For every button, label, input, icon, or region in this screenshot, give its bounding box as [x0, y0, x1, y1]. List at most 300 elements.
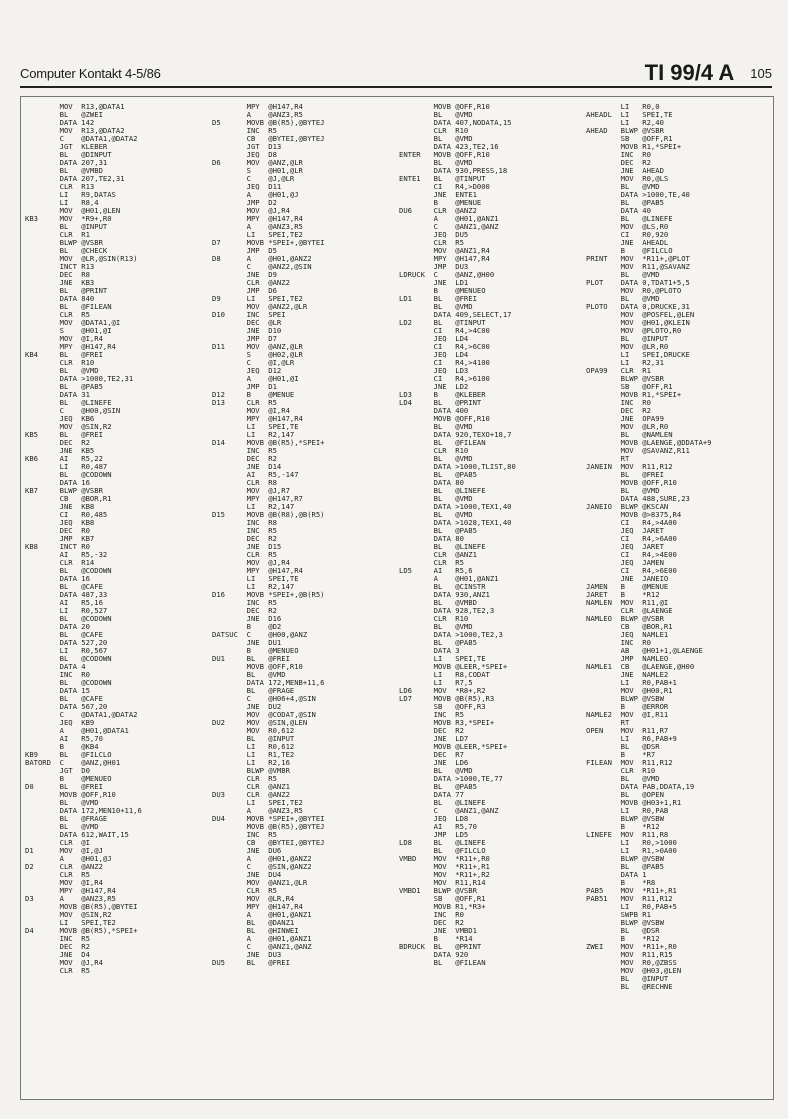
code-line: CLR R10 — [586, 767, 656, 775]
code-line: BL @VMD — [586, 271, 660, 279]
code-line: LI R0,487 — [25, 463, 108, 471]
code-line: INC R5 — [212, 447, 277, 455]
code-line: DEC R2 — [399, 919, 464, 927]
code-line: BLWP @VSBR — [586, 375, 664, 383]
code-line: MOVB @>8375,R4 — [586, 511, 682, 519]
code-line: C @DATA1,@DATA2 — [25, 135, 138, 143]
code-line: DEC R2 — [212, 607, 277, 615]
code-line: KB3 MOV *R9+,R0 — [25, 215, 112, 223]
code-line: BL @LINEFE — [399, 799, 486, 807]
code-line: DATA 207,TE2,31 — [25, 175, 125, 183]
code-line: DATA 16 — [25, 479, 90, 487]
code-line: LI SPEI,TE — [212, 423, 299, 431]
code-line: B @MENUE — [399, 199, 482, 207]
code-line: DATA >1000,TEX1,40 — [399, 503, 512, 511]
code-line: LI R6,PAB+9 — [586, 735, 677, 743]
listing-column-3 — [399, 103, 587, 1095]
code-line: JNE VMBD1 — [399, 927, 477, 935]
code-line: CLR @ANZ1 — [399, 551, 477, 559]
code-line: CI R4,>4A00 — [586, 519, 677, 527]
code-line: MOV @POSFEL,@LEN — [586, 311, 695, 319]
code-line: JMP KB7 — [25, 535, 95, 543]
code-line: MOVB @LEER,*SPEI+ — [399, 663, 508, 671]
code-line: A @H01,@ANZ1 — [212, 911, 312, 919]
code-line: JNE KB5 — [25, 447, 95, 455]
code-line: CLR R5 — [25, 871, 90, 879]
code-line: B @MENUEO — [25, 775, 112, 783]
code-line: DATA 409,SELECT,17 — [399, 311, 512, 319]
code-line: BL @CAFE — [25, 695, 103, 703]
code-line: JNE KB8 — [25, 503, 95, 511]
code-line: BL @VMD — [25, 799, 99, 807]
code-line: MOV @CODAT,@SIN — [212, 711, 316, 719]
code-line: A @H01,@ANZ1 — [212, 935, 312, 943]
code-line: CLR R10 — [25, 359, 95, 367]
code-line: LI R0,PAB+5 — [586, 903, 677, 911]
code-line: CLR @ANZ2 — [212, 279, 290, 287]
code-line: LI R0,>1000 — [586, 839, 677, 847]
code-line: MPY @H147,R4 — [212, 103, 303, 111]
code-line: MOV @I,R4 — [212, 407, 290, 415]
code-line: KB8 INCT R0 — [25, 543, 90, 551]
code-line: KB4 BL @FREI — [25, 351, 103, 359]
code-line: JNE JANEIO — [586, 575, 669, 583]
code-line: BL @CAFE — [25, 583, 103, 591]
code-line: A @H01,@DATA1 — [25, 727, 129, 735]
code-line: LI R1,>0A00 — [586, 847, 677, 855]
code-line: JNE KB3 — [25, 279, 95, 287]
code-line: DATA 920 — [399, 951, 469, 959]
code-line: CI R4,>4100 — [399, 359, 490, 367]
code-line: DATA 20 — [25, 623, 90, 631]
section-title: TI 99/4 A — [644, 60, 735, 85]
code-line: DU6 CLR @ANZ2 — [399, 207, 477, 215]
code-line: LI R0,612 — [212, 743, 295, 751]
code-line: D9 LI SPEI,TE2 — [212, 295, 303, 303]
page-number: 105 — [750, 66, 772, 81]
code-line: MOVB R1,*SPEI+ — [586, 391, 682, 399]
code-line: DATA 77 — [399, 791, 464, 799]
code-line: LD6 MOV *R8+,R2 — [399, 687, 486, 695]
page-header — [20, 60, 772, 86]
code-line: CI R4,>6100 — [399, 375, 490, 383]
code-line: CLR R5 — [212, 775, 277, 783]
code-line: LD2 BL @TINPUT — [399, 319, 486, 327]
code-line: ENTER MOVB @OFF,R10 — [399, 151, 490, 159]
code-line: D13 CLR R5 — [212, 399, 277, 407]
code-line: JNE DU1 — [212, 639, 282, 647]
code-line: JEQ LD4 — [399, 351, 469, 359]
code-line: MOVB R1,*SPEI+ — [586, 143, 682, 151]
code-line: LD1 BL @FREI — [399, 295, 477, 303]
code-line: BL @DANZ1 — [212, 919, 295, 927]
code-line: DATA 407,NODATA,15 — [399, 119, 512, 127]
code-line: DEC R7 — [399, 751, 464, 759]
code-line: MOV *R11+,R2 — [399, 871, 490, 879]
code-line: CLR R10 — [399, 615, 469, 623]
code-line: JEQ LD3 — [399, 367, 469, 375]
code-line: CLR R1 — [25, 231, 90, 239]
code-line: B @D2 — [212, 623, 282, 631]
code-line: BL @VMD — [399, 303, 473, 311]
code-line: KB7 BLWP @VSBR — [25, 487, 103, 495]
code-line: SWPB R1 — [586, 911, 651, 919]
code-line: MOV R0,612 — [212, 727, 295, 735]
code-line: DEC R2 — [399, 727, 464, 735]
code-line: INC R0 — [586, 151, 651, 159]
code-line: SB @OFF,R1 — [399, 895, 486, 903]
code-line: ZWEI MOV *R11+,R0 — [586, 943, 677, 951]
code-line: CI R4,>6E00 — [586, 567, 677, 575]
code-line: DATA 423,TE2,16 — [399, 143, 499, 151]
code-line: JNE LD7 — [399, 735, 469, 743]
code-line: VMBD1 BLWP @VSBR — [399, 887, 477, 895]
code-line: JEQ KB8 — [25, 519, 95, 527]
code-line: JMP LD5 — [399, 831, 469, 839]
code-line: BLWP @VSBW — [586, 815, 664, 823]
code-line: BL @VMD — [212, 671, 286, 679]
code-line: LI R7,5 — [399, 679, 473, 687]
code-line: DATA 487,33 — [25, 591, 108, 599]
code-line: D7 MOVB *SPEI+,@BYTEI — [212, 239, 325, 247]
code-line: MOV R11,R14 — [399, 879, 486, 887]
code-line: BL @INPUT — [586, 335, 669, 343]
code-line: BL @VMD — [399, 767, 473, 775]
code-line: C @SIN,@ANZ2 — [212, 863, 312, 871]
code-line: JMP NAMLEO — [586, 655, 669, 663]
code-line: BL @INPUT — [212, 735, 295, 743]
code-line: DEC @LR — [212, 319, 282, 327]
code-line: MOV @H01,@LEN — [25, 207, 121, 215]
code-line: BL @CODOWN — [25, 655, 112, 663]
code-line: LI R0,567 — [25, 647, 108, 655]
code-line: PAB51 MOV R11,R12 — [586, 895, 673, 903]
code-line: MOV R13,@DATA2 — [25, 127, 125, 135]
code-line: DATA >1000,TE2,3 — [399, 631, 503, 639]
code-line: NAMLEN MOV R11,@I — [586, 599, 669, 607]
code-line: BL @ZWEI — [25, 111, 103, 119]
code-line: DATA 40 — [586, 207, 651, 215]
code-line: LD5 AI R5,6 — [399, 567, 473, 575]
code-line: JNE LD1 — [399, 279, 469, 287]
code-line: B @MENUEO — [399, 287, 486, 295]
code-line: B @FILCLO — [586, 247, 673, 255]
code-line: BL @NAMLEN — [586, 431, 673, 439]
code-line: DU5 BL @FREI — [212, 959, 290, 967]
code-line: DATA 930,PRESS,18 — [399, 167, 508, 175]
code-line: LI SPEI,TE — [212, 575, 299, 583]
code-line: BL @CODOWN — [25, 679, 112, 687]
code-line: MOV R11,@SAVANZ — [586, 263, 690, 271]
code-line: MOV @SIN,R2 — [25, 911, 112, 919]
code-line: BLWP @VSBR — [25, 239, 103, 247]
code-line: BL @VMD — [399, 159, 473, 167]
code-line: CLR R10 — [399, 127, 469, 135]
code-line: A @H01,@J — [212, 191, 299, 199]
code-line: AI R5,70 — [25, 735, 103, 743]
code-line: JNE OPA99 — [586, 415, 664, 423]
code-line: PLOT DATA 0,TDAT1+5,5 — [586, 279, 690, 287]
code-line: MOV @J,R7 — [212, 487, 290, 495]
code-line: SB @OFF,R1 — [586, 383, 673, 391]
code-line: INC R0 — [25, 671, 90, 679]
code-line: INC R5 — [399, 711, 464, 719]
code-line: D8 A @H01,@ANZ2 — [212, 255, 312, 263]
code-line: BL @VMD — [399, 423, 473, 431]
code-line: BL @LINEFE — [586, 215, 673, 223]
code-line: B *R7 — [586, 751, 656, 759]
code-line: MOVB @OFF,R10 — [399, 415, 490, 423]
code-line: MOV R13,@DATA1 — [25, 103, 125, 111]
code-line: B @MENUEO — [212, 647, 299, 655]
code-line: JNE D9 — [212, 271, 277, 279]
code-line: INCT R13 — [25, 263, 95, 271]
code-line: LD8 BL @LINEFE — [399, 839, 486, 847]
code-line: LI SPEI,DRUCKE — [586, 351, 690, 359]
code-line: JGT D0 — [25, 767, 90, 775]
code-line: BL @PAB5 — [586, 863, 664, 871]
code-line: DATA 400 — [399, 407, 469, 415]
code-line: PRINT MOV *R11+,@PLOT — [586, 255, 690, 263]
listing-column-1 — [25, 103, 213, 1095]
code-line: CI R4,>6C00 — [399, 343, 490, 351]
code-line: JARET B *R12 — [586, 591, 660, 599]
code-line: JMP D2 — [212, 199, 277, 207]
code-line: MOV @LR,R0 — [586, 423, 669, 431]
code-line: C @H00,@SIN — [25, 407, 121, 415]
code-line: INC R5 — [212, 599, 277, 607]
code-line: CB @BYTEI,@BYTEJ — [212, 135, 325, 143]
code-line: LINEFE MOV R11,R8 — [586, 831, 669, 839]
code-line: PLOTO DATA 0,DRUCKE,31 — [586, 303, 690, 311]
code-line: MPY @H147,R4 — [212, 215, 303, 223]
code-line: MOVB @OFF,R10 — [399, 103, 490, 111]
code-line: LDRUCK C @ANZ,@H00 — [399, 271, 495, 279]
code-line: C @ANZ1,@ANZ — [399, 807, 499, 815]
code-line: DU1 BL @FREI — [212, 655, 290, 663]
code-line: BL @VMD — [586, 487, 660, 495]
code-line: C @DATA1,@DATA2 — [25, 711, 138, 719]
code-line: VMBD MOV *R11+,R0 — [399, 855, 490, 863]
code-line: B *R12 — [586, 935, 660, 943]
code-line: A @H01,@ANZ2 — [212, 855, 312, 863]
code-line: KB5 BL @FREI — [25, 431, 103, 439]
code-line: A @H01,@ANZ1 — [399, 215, 499, 223]
code-line: DEC R0 — [25, 527, 90, 535]
code-line: MPY @H147,R4 — [212, 415, 303, 423]
code-line: DATA 31 — [25, 391, 90, 399]
code-line: CLR @LAENGE — [586, 607, 673, 615]
code-line: BL @VMD — [399, 495, 473, 503]
code-line: DATSUC C @H00,@ANZ — [212, 631, 308, 639]
code-line: BL @VMD — [586, 295, 660, 303]
code-line: NAMLEO BLWP @VSBR — [586, 615, 664, 623]
code-line: MOV @I,R4 — [25, 335, 103, 343]
code-line: LI R1,TE2 — [212, 751, 295, 759]
code-line: BL @PAB5 — [399, 783, 477, 791]
code-line: LI R2,147 — [212, 503, 295, 511]
code-line: BL @FRAGE — [212, 687, 295, 695]
code-line: BL @VMD — [586, 183, 660, 191]
code-line: MOV R0,@PLOTO — [586, 287, 682, 295]
code-line: MOV @ANZ2,@LR — [212, 303, 308, 311]
code-line: CLR @I — [25, 839, 90, 847]
code-line: BL @CODOWN — [25, 615, 112, 623]
code-line: DATA 80 — [399, 535, 464, 543]
code-line: MOV @H00,R1 — [586, 687, 673, 695]
code-line: JEQ DU5 — [399, 231, 469, 239]
code-line: LI R2,16 — [212, 759, 290, 767]
code-line: JNE ENTE1 — [399, 191, 477, 199]
code-line: BL @VMD — [399, 111, 473, 119]
code-line: JNE DU3 — [212, 951, 282, 959]
code-line: JNE D16 — [212, 615, 282, 623]
code-line: MOV @J,R4 — [212, 559, 290, 567]
code-line: C @ANZ1,@ANZ — [399, 223, 499, 231]
code-line: CB @BOR,R1 — [25, 495, 112, 503]
code-line: DATA 15 — [25, 687, 90, 695]
code-line: DATA 930,ANZ1 — [399, 591, 490, 599]
code-line: JNE LD2 — [399, 383, 469, 391]
code-line: BL @FILEAN — [399, 439, 486, 447]
code-line: BL @CAFE — [25, 631, 103, 639]
code-line: JGT KLEBER — [25, 143, 108, 151]
code-line: DATA 172,MEN10+11,6 — [25, 807, 142, 815]
code-line: D16 MOVB *SPEI+,@B(R5) — [212, 591, 325, 599]
code-line: MPY @H147,R4 — [212, 903, 303, 911]
code-line: BL @INPUT — [25, 223, 108, 231]
code-line: ENTE1 BL @TINPUT — [399, 175, 486, 183]
code-line: INC R0 — [399, 911, 464, 919]
code-line: MPY @H147,R4 — [25, 343, 116, 351]
code-line: A @ANZ3,R5 — [212, 111, 303, 119]
code-line: CLR R5 — [399, 239, 464, 247]
code-line: DATA >1000,TE,77 — [399, 775, 503, 783]
code-line: JEQ JARET — [586, 527, 664, 535]
code-line: BL @DSR — [586, 743, 660, 751]
code-line: BL @VMD — [399, 511, 473, 519]
code-line: DATA 172,MENB+11,6 — [212, 679, 325, 687]
code-line: CLR R5 — [25, 311, 90, 319]
code-line: MPY @H147,R7 — [212, 495, 303, 503]
code-line: BL @LINEFE — [25, 399, 112, 407]
code-line: JEQ JAMEN — [586, 559, 664, 567]
code-line: DATA 527,20 — [25, 639, 108, 647]
code-line: LI R8,4 — [25, 199, 99, 207]
code-line: CLR R13 — [25, 183, 95, 191]
code-line: DEC R8 — [25, 271, 90, 279]
code-line: A @ANZ3,R5 — [212, 223, 303, 231]
code-line: BL @FILEAN — [25, 303, 112, 311]
code-line: MOV R0,@ZBSS — [586, 959, 677, 967]
code-line: MOV @SIN,R2 — [25, 423, 112, 431]
code-line: AB @H01+1,@LAENGE — [586, 647, 703, 655]
code-line: D3 A @ANZ3,R5 — [25, 895, 116, 903]
code-line: DATA 488,SURE,23 — [586, 495, 690, 503]
code-line: DATA >1000,TLIST,80 — [399, 463, 516, 471]
code-line: D10 INC SPEI — [212, 311, 286, 319]
code-line: CLR R14 — [25, 559, 95, 567]
code-line: JEQ JARET — [586, 543, 664, 551]
code-line: DEC R2 — [212, 455, 277, 463]
code-line: DEC R2 — [25, 439, 90, 447]
code-line: LD7 MOVB @B(R5),R3 — [399, 695, 495, 703]
code-line: DATA >1028,TEX1,40 — [399, 519, 512, 527]
code-line: D5 MOVB @B(R5),@BYTEJ — [212, 119, 325, 127]
code-line: BL @VMD — [586, 775, 660, 783]
code-line: DEC R2 — [586, 407, 651, 415]
code-line: BL @VMD — [25, 823, 99, 831]
code-line: JAMEN B @MENUE — [586, 583, 669, 591]
code-line: BL @VMD — [399, 135, 473, 143]
code-line: JNE D14 — [212, 463, 282, 471]
code-line: DATA >1000,TE2,31 — [25, 375, 134, 383]
code-line: BLWP @VSBW — [586, 919, 664, 927]
code-line: LI R9,DATAS — [25, 191, 116, 199]
code-line: MOV R0,@LS — [586, 175, 669, 183]
code-line: RT — [586, 455, 630, 463]
code-line: MOVB @OFF,R10 — [586, 479, 677, 487]
code-line: PAB5 MOV *R11+,R1 — [586, 887, 677, 895]
code-line: CLR R5 — [25, 967, 90, 975]
code-line: MOV @LR,R4 — [212, 895, 295, 903]
code-line: CLR @ANZ1 — [212, 783, 290, 791]
code-line: MOV *R11+,R1 — [399, 863, 490, 871]
code-line: JNE AHEADL — [586, 239, 669, 247]
code-line: BL @INPUT — [586, 975, 669, 983]
code-line: S @H02,@LR — [212, 351, 303, 359]
code-line: B *R8 — [586, 879, 656, 887]
code-line: INC R8 — [212, 519, 277, 527]
code-line: BL @DSR — [586, 927, 660, 935]
code-line: MOV @I,R4 — [25, 879, 103, 887]
header-rule — [20, 86, 772, 88]
code-line: A @H01,@I — [212, 375, 299, 383]
code-line: LI R0,PAB+1 — [586, 679, 677, 687]
code-line: BL @VMBD — [25, 167, 103, 175]
code-line: DEC R2 — [25, 943, 90, 951]
assembly-listing — [20, 96, 774, 1100]
code-line: BL @DINPUT — [25, 151, 112, 159]
listing-column-2 — [212, 103, 400, 1095]
code-line: JMP D7 — [212, 335, 277, 343]
code-line: NAMLE2 MOV @I,R11 — [586, 711, 669, 719]
code-line: MOV @LR,R0 — [586, 343, 669, 351]
code-line: CLR R5 — [212, 887, 277, 895]
code-line: AHEADL LI SPEI,TE — [586, 111, 673, 119]
code-line: LI SPEI,TE2 — [212, 231, 303, 239]
code-line: AI R5,16 — [25, 599, 103, 607]
code-line: LI R8,CODAT — [399, 671, 490, 679]
code-line: INC R0 — [586, 399, 651, 407]
code-line: KB9 BL @FILCLO — [25, 751, 112, 759]
code-line: DEC R2 — [212, 535, 277, 543]
code-line: LI R0,527 — [25, 607, 108, 615]
code-line: MOV @LR,@SIN(R13) — [25, 255, 138, 263]
code-line: BL @OPEN — [586, 791, 664, 799]
code-line: MOVB @LAENGE,@DDATA+9 — [586, 439, 712, 447]
code-line: INC R5 — [212, 527, 277, 535]
code-line: BATORD C @ANZ,@H01 — [25, 759, 121, 767]
code-line: LI R0,PAB — [586, 807, 669, 815]
code-line: KB6 AI R5,22 — [25, 455, 103, 463]
code-line: BDRUCK BL @PRINT — [399, 943, 482, 951]
code-line: D6 MOV @ANZ,@LR — [212, 159, 303, 167]
code-line: JEQ D11 — [212, 183, 282, 191]
code-line: MOV @H03,@LEN — [586, 967, 682, 975]
code-line: DEC R2 — [586, 159, 651, 167]
code-line: C @J,@LR — [212, 175, 295, 183]
